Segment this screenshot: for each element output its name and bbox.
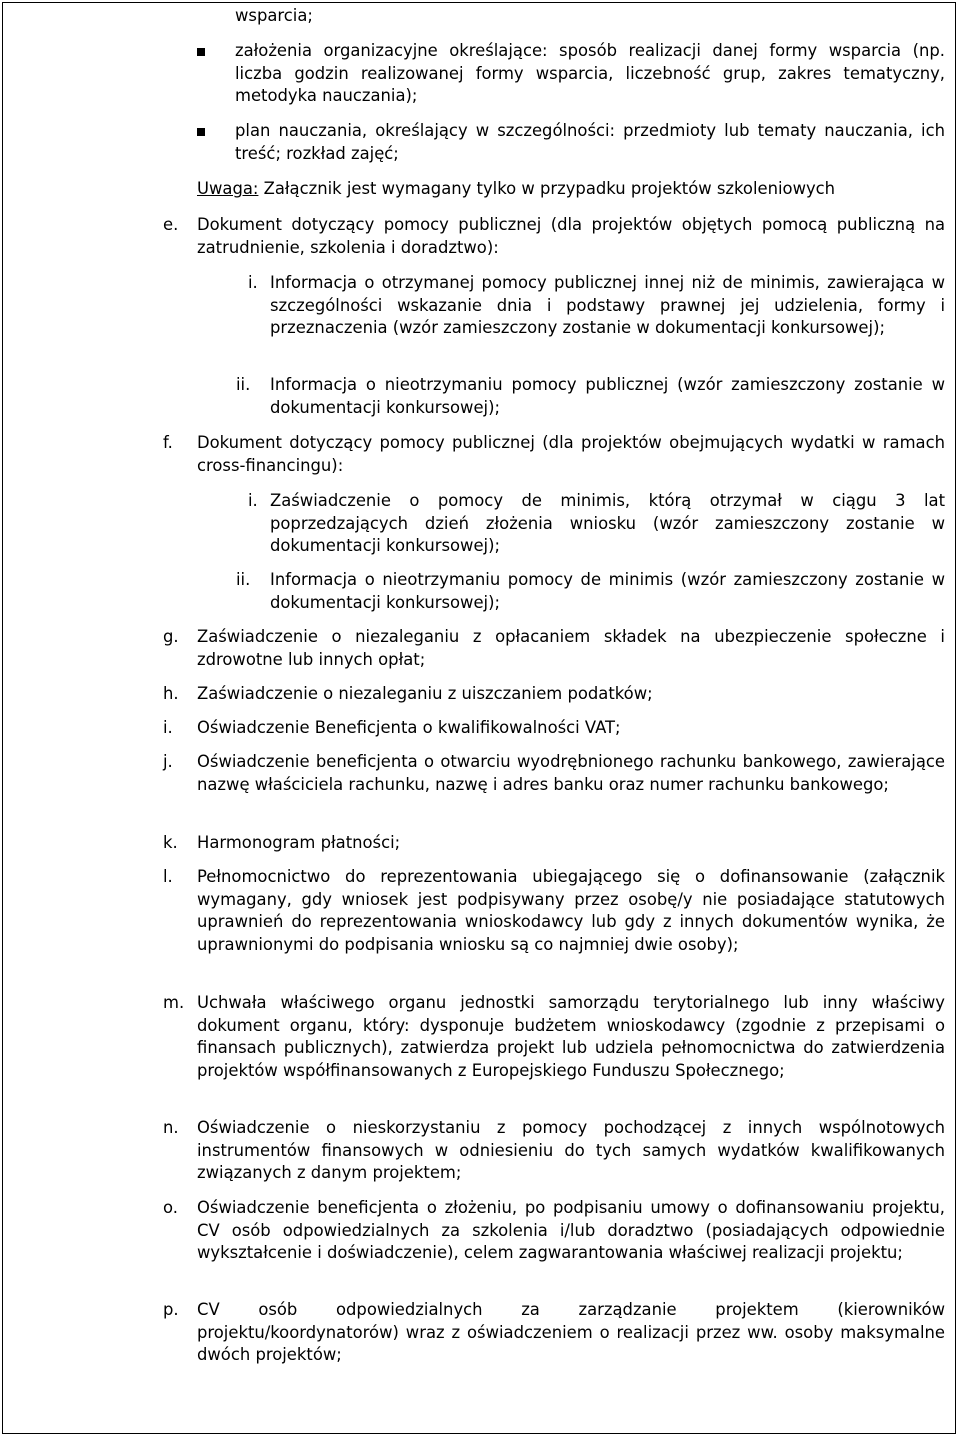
item-h-text: Zaświadczenie o niezaleganiu z uiszczaniem podatków; <box>197 684 653 703</box>
subitem-label: ii. <box>236 570 251 589</box>
item-p-text: CV osób odpowiedzialnych za zarządzanie projektem (kierowników projektu/koordynatorów) wraz z oświadczeniem o realizacji przez ww. osoby maksymalne dwóch projektów; <box>197 1300 945 1365</box>
item-label: e. <box>163 215 179 234</box>
item-g-text: Zaświadczenie o niezaleganiu z opłacaniem składek na ubezpieczenie społeczne i zdrowotne lub innych opłat; <box>197 627 945 669</box>
item-f-text: Dokument dotyczący pomocy publicznej (dla projektów obejmujących wydatki w ramach cross-financingu): <box>197 433 945 475</box>
bullet-teaching-plan: plan nauczania, określający w szczególności: przedmioty lub tematy nauczania, ich treść; rozkład zajęć; <box>235 121 945 163</box>
item-k-text: Harmonogram płatności; <box>197 833 401 852</box>
item-i-text: Oświadczenie Beneficjenta o kwalifikowalności VAT; <box>197 718 621 737</box>
item-label: p. <box>163 1300 179 1319</box>
square-bullet-icon <box>197 128 205 136</box>
square-bullet-icon <box>197 48 205 56</box>
item-label: n. <box>163 1118 179 1137</box>
item-label: h. <box>163 684 179 703</box>
subitem-e-ii-text: Informacja o nieotrzymaniu pomocy publicznej (wzór zamieszczony zostanie w dokumentacji konkursowej); <box>270 375 945 417</box>
subitem-e-i-text: Informacja o otrzymanej pomocy publicznej innej niż de minimis, zawierająca w szczególności wskazanie dnia i podstawy prawnej jej udzielenia, formy i przeznaczenia (wzór zamieszczony zostanie w dokumentacji konkursowej); <box>270 273 945 338</box>
continued-text: wsparcia; <box>235 6 313 25</box>
item-m-text: Uchwała właściwego organu jednostki samorządu terytorialnego lub inny właściwy dokument organu, który: dysponuje budżetem wnioskodawcy (zgodnie z przepisami o finansach publicznych), zatwierdza projekt lub udziela pełnomocnictwa do zatwierdzenia projektów współfinansowanych z Europejskiego Funduszu Społecznego; <box>197 993 945 1080</box>
item-label: l. <box>163 867 173 886</box>
item-n-text: Oświadczenie o nieskorzystaniu z pomocy pochodzącej z innych wspólnotowych instrumentów finansowych w odniesieniu do tych samych wydatków kwalifikowanych związanych z danym projektem; <box>197 1118 945 1183</box>
subitem-label: i. <box>248 491 258 510</box>
subitem-f-i-text: Zaświadczenie o pomocy de minimis, którą otrzymał w ciągu 3 lat poprzedzających dzień złożenia wniosku (wzór zamieszczony zostanie w dokumentacji konkursowej); <box>270 491 945 556</box>
item-label: o. <box>163 1198 178 1217</box>
note-label: Uwaga: <box>197 179 259 198</box>
item-label: i. <box>163 718 173 737</box>
item-e-text: Dokument dotyczący pomocy publicznej (dla projektów objętych pomocą publiczną na zatrudnienie, szkolenia i doradztwo): <box>197 215 945 257</box>
item-label: j. <box>163 752 173 771</box>
subitem-f-ii-text: Informacja o nieotrzymaniu pomocy de minimis (wzór zamieszczony zostanie w dokumentacji konkursowej); <box>270 570 945 612</box>
note <box>197 178 945 201</box>
item-o-text: Oświadczenie beneficjenta o złożeniu, po podpisaniu umowy o dofinansowaniu projektu, CV osób odpowiedzialnych za szkolenia i/lub doradztwo (posiadających odpowiednie wykształcenie i doświadczenie), celem zagwarantowania właściwej realizacji projektu; <box>197 1198 945 1263</box>
item-label: k. <box>163 833 178 852</box>
item-label: f. <box>163 433 173 452</box>
item-l-text: Pełnomocnictwo do reprezentowania ubiegającego się o dofinansowanie (załącznik wymagany, gdy wniosek jest podpisywany przez osobę/y nie posiadające statutowych uprawnień do reprezentowania wnioskodawcy lub gdy z innych dokumentów wynika, że uprawnionymi do podpisania wniosku są co najmniej dwie osoby); <box>197 867 945 954</box>
bullet-organizational: założenia organizacyjne określające: sposób realizacji danej formy wsparcia (np. liczba godzin realizowanej formy wsparcia, liczebność grup, zakres tematyczny, metodyka nauczania); <box>235 41 945 106</box>
subitem-label: i. <box>248 273 258 292</box>
item-label: m. <box>163 993 185 1012</box>
item-label: g. <box>163 627 179 646</box>
subitem-label: ii. <box>236 375 251 394</box>
note-text: Załącznik jest wymagany tylko w przypadku projektów szkoleniowych <box>258 179 836 198</box>
item-j-text: Oświadczenie beneficjenta o otwarciu wyodrębnionego rachunku bankowego, zawierające nazwę właściciela rachunku, nazwę i adres banku oraz numer rachunku bankowego; <box>197 752 945 794</box>
